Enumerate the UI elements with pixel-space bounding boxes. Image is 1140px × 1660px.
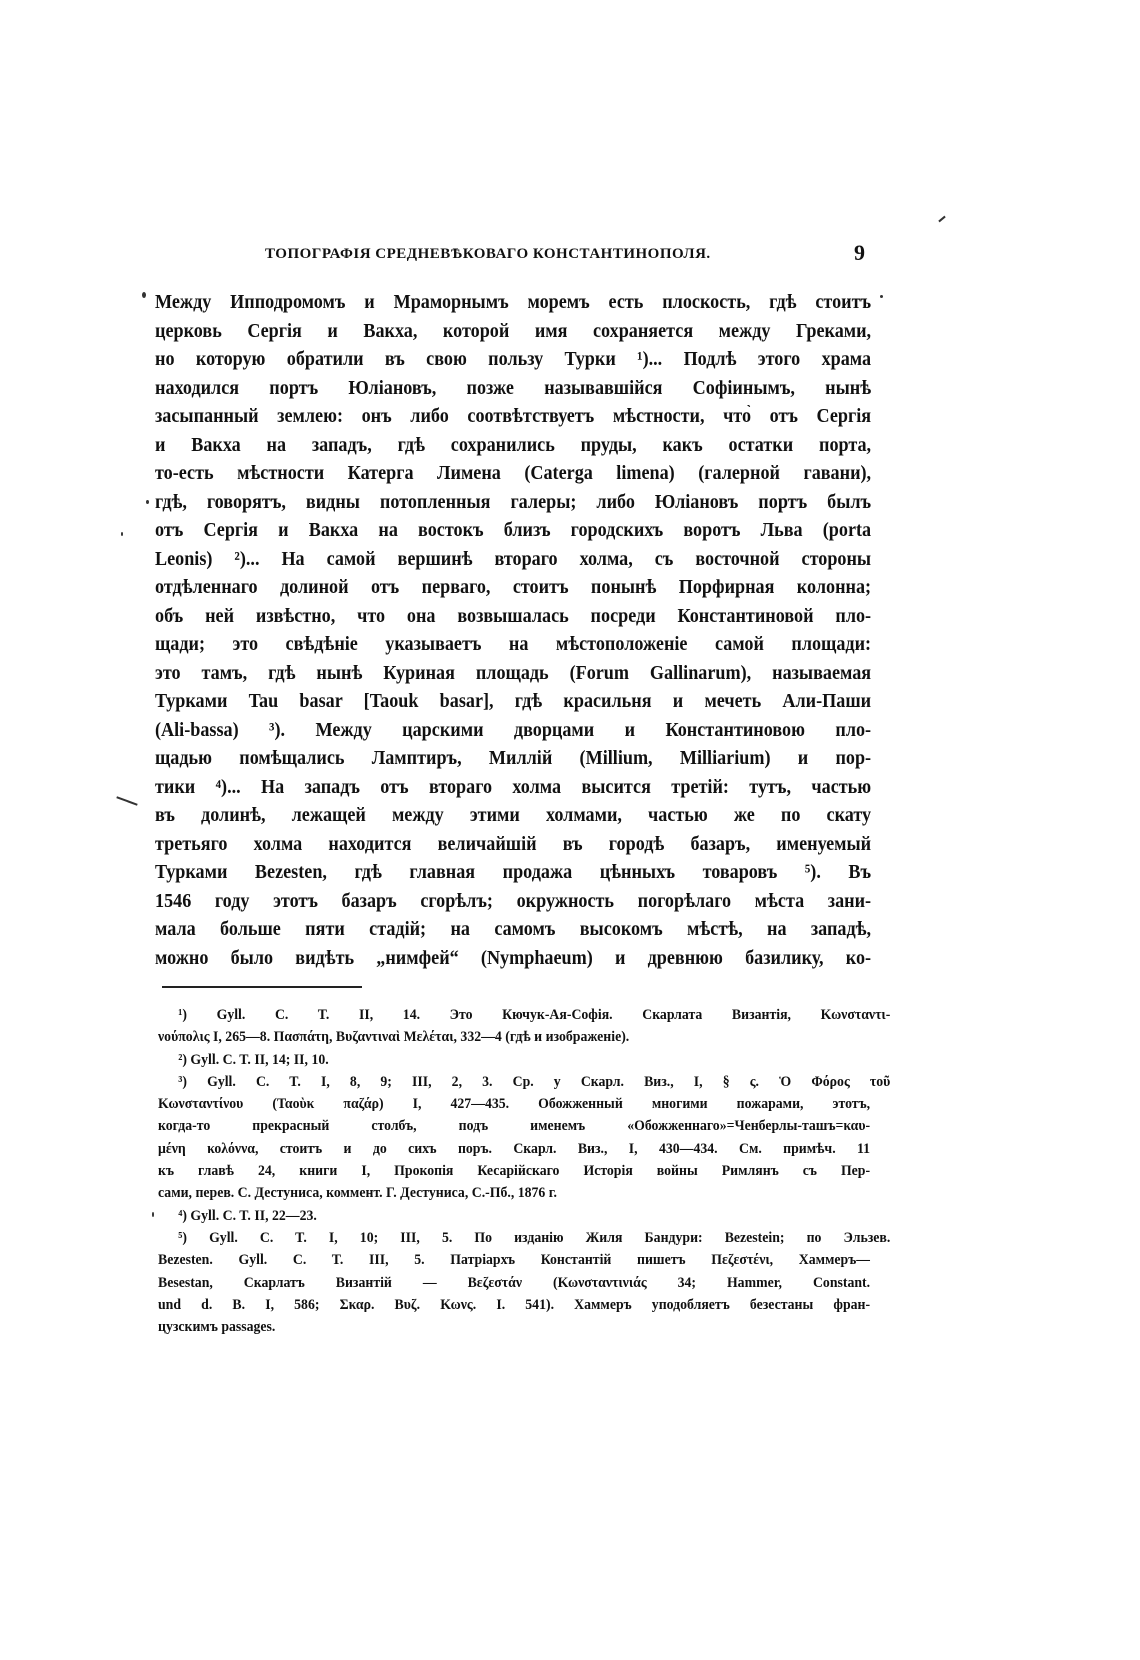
text-line: (Ali-bassa) ³). Между царскими дворцами и Константиновою пло- (155, 719, 872, 741)
text-line: гдѣ, говорятъ, видны потопленныя галеры; либо Юліановъ портъ былъ (155, 491, 872, 513)
text-line: третьяго холма находится величайшій въ городѣ базаръ, именуемый (155, 833, 872, 855)
scan-speck (121, 532, 123, 536)
footnote-1: ¹) Gyll. C. T. II, 14. Это Кючук-Ая-Софія. Скарлата Византія, Κωνσταντι- (178, 1007, 891, 1023)
page-number: 9 (854, 240, 865, 265)
text-line: мала больше пяти стадій; на самомъ высокомъ мѣстѣ, на западѣ, (155, 919, 872, 940)
text-line: Турками Bezesten, гдѣ главная продажа цѣнныхъ товаровъ ⁵). Въ (155, 862, 872, 883)
footnotes (158, 1004, 891, 1338)
text-line: церковь Сергія и Вакха, которой имя сохраняется между Греками, (155, 320, 872, 342)
footnote-3: ³) Gyll. C. T. I, 8, 9; III, 2, 3. Ср. у Скарл. Виз., I, § ς. Ὁ Φόρος τοῦ (178, 1073, 891, 1090)
scan-speck (146, 500, 149, 504)
text-line: Между Ипподромомъ и Мраморнымъ моремъ есть плоскость, гдѣ стоитъ (155, 292, 872, 313)
text-line: можно было видѣть „нимфей“ (Nymphaeum) и древнюю базилику, ко- (155, 947, 872, 969)
footnote-2: ²) Gyll. C. T. II, 14; II, 10. (178, 1051, 329, 1068)
text-line: отъ Сергія и Вакха на востокъ близъ городскихъ воротъ Льва (porta (155, 520, 872, 541)
scan-speck (152, 1212, 154, 1217)
footnote-line: къ главѣ 24, книги I, Прокопія Кесарійскаго Исторія войны Римлянъ съ Пер- (158, 1163, 871, 1180)
footnote-line: Bezesten. Gyll. C. T. III, 5. Патріархъ Константій пишетъ Πεζεστένι, Хаммеръ— (158, 1252, 871, 1269)
text-line: Leonis) ²)... На самой вершинѣ втораго холма, съ восточной стороны (155, 548, 872, 570)
text-line: то-есть мѣстности Катерга Лимена (Caterga limena) (галерной гавани), (155, 463, 872, 484)
footnote-line: μένη κολόννα, стоитъ и до сихъ поръ. Скарл. Виз., I, 430—434. См. примѣч. 11 (158, 1140, 871, 1157)
footnote-line: цузскимъ passages. (158, 1319, 276, 1336)
footnote-line: Besestan, Скарлатъ Византій — Βεζεστάν (Κωνσταντινιάς 34; Hammer, Constant. (158, 1274, 871, 1291)
scan-speck (142, 292, 146, 298)
text-line: находился портъ Юліановъ, позже называвшійся Софіинымъ, нынѣ (155, 377, 872, 399)
footnote-divider (162, 986, 362, 988)
footnote-5: ⁵) Gyll. C. T. I, 10; III, 5. По изданію Жиля Бандури: Bezestein; по Эльзев. (178, 1229, 891, 1246)
text-line: щадью помѣщались Ламптиръ, Миллій (Millium, Milliarium) и пор- (155, 748, 872, 769)
scan-mark (116, 796, 137, 805)
footnote-line: und d. B. I, 586; Σκαρ. Βυζ. Κωνς. I. 541). Хаммеръ уподобляетъ безестаны фран- (158, 1296, 871, 1313)
text-line: въ долинѣ, лежащей между этими холмами, частью же по скату (155, 805, 872, 826)
text-line: но которую обратили въ свою пользу Турки ¹)... Подлѣ этого храма (155, 349, 872, 370)
scan-mark (938, 216, 945, 223)
footnote-4: ⁴) Gyll. C. T. II, 22—23. (178, 1207, 317, 1224)
text-line: и Вакха на западъ, гдѣ сохранились пруды, какъ остатки порта, (155, 434, 872, 456)
text-line: это тамъ, гдѣ нынѣ Куриная площадь (Forum Gallinarum), называемая (155, 662, 872, 684)
text-line: щади; это свѣдѣніе указываетъ на мѣстоположеніе самой площади: (155, 634, 872, 655)
text-line: Турками Tau basar [Taouk basar], гдѣ красильня и мечеть Али-Паши (155, 691, 872, 712)
footnote-line: когда-то прекрасный столбъ, подъ именемъ «Обожженнаго»=Ченберлы-ташъ=καυ- (158, 1118, 871, 1135)
text-line: засыпанный землею: онъ либо соотвѣтствуетъ мѣстности, что̀ отъ Сергія (155, 406, 872, 427)
running-title: ТОПОГРАФІЯ СРЕДНЕВѢКОВАГО КОНСТАНТИНОПОЛЯ. (265, 246, 711, 262)
text-line: 1546 году этотъ базаръ сгорѣлъ; окружность погорѣлаго мѣста зани- (155, 890, 872, 912)
footnote-line: сами, перев. С. Дестуниса, коммент. Г. Дестуниса, С.-Пб., 1876 г. (158, 1185, 557, 1202)
running-header (265, 240, 865, 270)
footnote-line: Κωνσταντίνου (Ταοὺκ παζάρ) I, 427—435. Обожженный многими пожарами, этотъ, (158, 1096, 871, 1113)
scan-speck (880, 295, 883, 298)
text-line: тики ⁴)... На западъ отъ втораго холма высится третій: тутъ, частью (155, 776, 872, 798)
text-line: отдѣленнаго долиной отъ перваго, стоитъ понынѣ Порфирная колонна; (155, 577, 872, 598)
main-text (155, 289, 871, 973)
footnote-line: νούπολις I, 265—8. Πασπάτη, Βυζαντιναὶ Μελέται, 332—4 (гдѣ и изображеніе). (158, 1029, 630, 1046)
text-line: объ ней извѣстно, что она возвышалась посреди Константиновой пло- (155, 605, 872, 627)
